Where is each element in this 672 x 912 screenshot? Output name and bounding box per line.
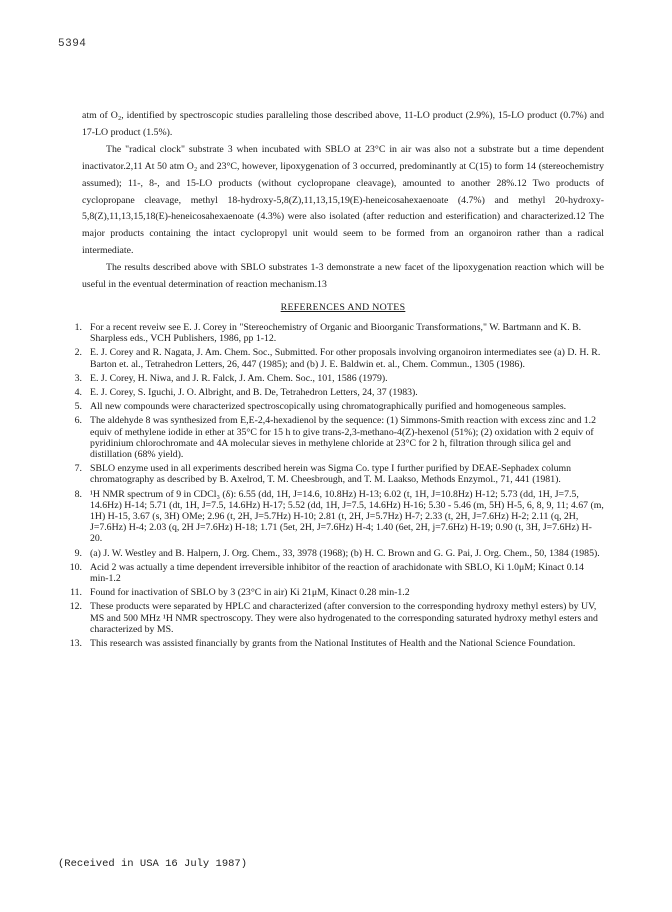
references-list: [60, 322, 604, 652]
reference-item: [60, 463, 604, 485]
reference-item: [60, 489, 604, 545]
reference-text: For a recent reveiw see E. J. Corey in "Stereochemistry of Organic and Bioorganic Transformations," W. Bartmann and K. B. Sharpless eds., VCH Publishers, 1986, pp 1-12.: [90, 322, 582, 345]
paragraph-3: The results described above with SBLO substrates 1-3 demonstrate a new facet of the lipoxygenation reaction which will be useful in the eventual determination of reaction mechanism.13: [82, 262, 604, 291]
reference-item: [60, 387, 604, 398]
paragraph-2: The "radical clock" substrate 3 when incubated with SBLO at 23°C in air was also not a substrate but a time dependent inactivator.2,11 At 50 atm O₂ and 23°C, however, lipoxygenation of 3 occurred, predominantly at C(15) to form 14 (stereochemistry assumed); 11-, 8-, and 15-LO products (without cyclopropane cleavage), amounted to another 28%.12 Two products of cyclopropane cleavage, methyl 18-hydroxy-5,8(Z),11,13,15,19(E)-heneicosahexaenoate (4.7%) and methyl 20-hydroxy-5,8(Z),11,13,15,18(E)-heneicosahexaenoate (4.3%) were also isolated (after reduction and esterification) and characterized.12 The major products containing the intact cyclopropyl unit would seem to be formed from an organoiron rather than a radical intermediate.: [82, 143, 604, 257]
reference-number: 8.: [74, 488, 82, 500]
reference-item: [60, 562, 604, 584]
reference-text: SBLO enzyme used in all experiments described herein was Sigma Co. type I further purified by DEAE-Sephadex column chromatography as described by B. Axelrod, T. M. Cheesbrough, and T. M. Laakso, Methods Enzymol., 71, 441 (1981).: [90, 463, 572, 486]
reference-text: E. J. Corey and R. Nagata, J. Am. Chem. Soc., Submitted. For other proposals involving organoiron intermediates see (a) D. H. R. Barton et. al., Tetrahedron Letters, 26, 447 (1985); and (b) J. E. Baldwin et. al., Chem. Commun., 1305 (1986).: [90, 347, 601, 370]
reference-item: [60, 401, 604, 412]
reference-number: 12.: [69, 601, 82, 613]
reference-item: [60, 347, 604, 369]
reference-number: 5.: [74, 401, 82, 413]
reference-text: This research was assisted financially by grants from the National Institutes of Health and the National Science Foundation.: [90, 638, 576, 650]
page-number: 5394: [58, 38, 87, 50]
reference-item: [60, 601, 604, 635]
reference-item: [60, 548, 604, 559]
reference-item: [60, 587, 604, 598]
reference-number: 6.: [74, 415, 82, 427]
reference-item: [60, 373, 604, 384]
reference-item: [60, 415, 604, 460]
reference-text: E. J. Corey, S. Iguchi, J. O. Albright, and B. De, Tetrahedron Letters, 24, 37 (1983).: [90, 387, 418, 399]
reference-item: [60, 638, 604, 649]
reference-number: 4.: [74, 387, 82, 399]
received-date: (Received in USA 16 July 1987): [58, 858, 248, 870]
reference-text: (a) J. W. Westley and B. Halpern, J. Org. Chem., 33, 3978 (1968); (b) H. C. Brown and G. G. Pai, J. Org. Chem., 50, 1384 (1985).: [90, 547, 600, 559]
reference-number: 3.: [74, 372, 82, 384]
reference-text: These products were separated by HPLC and characterized (after conversion to the corresponding hydroxy methyl esters) by UV, MS and 500 MHz ¹H NMR spectroscopy. They were also hydrogenated to the corresponding saturated hydroxy methyl esters and characterized by MS.: [90, 601, 598, 635]
reference-number: 1.: [74, 322, 82, 333]
reference-item: [60, 322, 604, 344]
reference-text: ¹H NMR spectrum of 9 in CDCl₃ (δ): 6.55 (dd, 1H, J=14.6, 10.8Hz) H-13; 6.02 (t, 1H, J=10.8Hz) H-12; 5.73 (dd, 1H, J=7.5, 14.6Hz) H-14; 5.71 (dt, 1H, J=7.5, 14.6Hz) H-17; 5.52 (dd, 1H, J=7.5, 14.6Hz) H-16; 5.30 - 5.46 (m, 5H) H-5, 6, 8, 9, 11; 4.67 (m, 1H) H-15, 3.67 (s, 3H) OMe; 2.96 (t, 2H, J=5.7Hz) H-10; 2.81 (t, 2H, J=5.7Hz) H-7; 2.33 (t, 2H, J=7.6Hz) H-2; 2.11 (q, 2H, J=7.6Hz) H-4; 2.03 (q, 2H J=7.6Hz) H-18; 1.71 (5et, 2H, J=7.6Hz) H-4; 1.40 (6et, 2H, j=7.6Hz) H-19; 0.90 (t, 3H, J=7.6Hz) H-20.: [90, 488, 604, 545]
reference-number: 2.: [74, 347, 82, 359]
reference-number: 7.: [74, 463, 82, 475]
reference-text: Found for inactivation of SBLO by 3 (23°C in air) Ki 21μM, Kinact 0.28 min-1.2: [90, 587, 410, 599]
reference-number: 9.: [74, 547, 82, 559]
reference-text: Acid 2 was actually a time dependent irreversible inhibitor of the reaction of arachidonate with SBLO, Ki 1.0μM; Kinact 0.14 min-1.2: [90, 561, 584, 585]
body-text: [82, 108, 604, 320]
reference-number: 11.: [70, 587, 82, 599]
reference-number: 10.: [69, 561, 82, 573]
reference-text: The aldehyde 8 was synthesized from E,E-2,4-hexadienol by the sequence: (1) Simmons-Smith reaction with excess zinc and 1.2 equiv of methylene iodide in ether at 35°C for 15 h to give trans-2,3-methano-4(Z)-hexenol (51%); (2) oxidation with 2 equiv of pyridinium chlorochromate and 4A molecular sieves in methylene chloride at 23°C for 2 h, filtration through silica gel and distillation (68% yield).: [90, 415, 597, 461]
paragraph-1: atm of O₂, identified by spectroscopic studies paralleling those described above, 11-LO product (2.9%), 15-LO product (0.7%) and 17-LO product (1.5%).: [82, 110, 604, 138]
reference-text: All new compounds were characterized spectroscopically using chromatographically purified and homogeneous samples.: [90, 401, 567, 413]
reference-text: E. J. Corey, H. Niwa, and J. R. Falck, J. Am. Chem. Soc., 101, 1586 (1979).: [90, 372, 388, 384]
references-heading: REFERENCES AND NOTES: [280, 301, 406, 313]
reference-number: 13.: [69, 638, 82, 650]
